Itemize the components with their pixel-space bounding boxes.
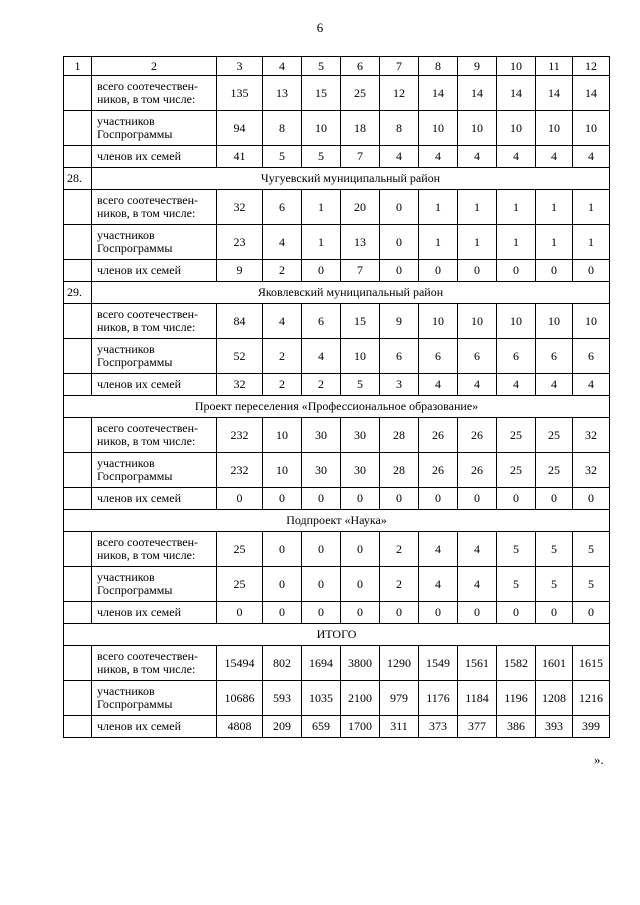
row-number-cell xyxy=(64,374,92,396)
value-cell: 1184 xyxy=(458,681,497,716)
value-cell: 1 xyxy=(497,190,536,225)
row-label: всего соотечествен-ников, в том числе: xyxy=(92,190,217,225)
value-cell: 4808 xyxy=(217,716,263,738)
row-label: членов их семей xyxy=(92,374,217,396)
value-cell: 4 xyxy=(497,374,536,396)
table-row xyxy=(64,260,610,282)
value-cell: 1 xyxy=(458,225,497,260)
value-cell: 5 xyxy=(573,567,610,602)
value-cell: 1 xyxy=(536,190,573,225)
value-cell: 0 xyxy=(380,260,419,282)
value-cell: 10 xyxy=(263,418,302,453)
column-header: 2 xyxy=(92,57,217,76)
value-cell: 5 xyxy=(497,567,536,602)
row-label: всего соотечествен-ников, в том числе: xyxy=(92,418,217,453)
value-cell: 32 xyxy=(217,374,263,396)
value-cell: 25 xyxy=(497,418,536,453)
row-label: всего соотечествен-ников, в том числе: xyxy=(92,304,217,339)
value-cell: 10 xyxy=(419,304,458,339)
value-cell: 0 xyxy=(263,602,302,624)
value-cell: 1561 xyxy=(458,646,497,681)
value-cell: 23 xyxy=(217,225,263,260)
value-cell: 1208 xyxy=(536,681,573,716)
value-cell: 10 xyxy=(573,304,610,339)
value-cell: 10 xyxy=(302,111,341,146)
value-cell: 28 xyxy=(380,418,419,453)
value-cell: 14 xyxy=(497,76,536,111)
value-cell: 1 xyxy=(302,225,341,260)
value-cell: 0 xyxy=(302,602,341,624)
value-cell: 18 xyxy=(341,111,380,146)
value-cell: 25 xyxy=(217,532,263,567)
value-cell: 10 xyxy=(458,304,497,339)
value-cell: 1582 xyxy=(497,646,536,681)
value-cell: 10 xyxy=(536,111,573,146)
value-cell: 20 xyxy=(341,190,380,225)
value-cell: 7 xyxy=(341,260,380,282)
table-row xyxy=(64,76,610,111)
column-header: 11 xyxy=(536,57,573,76)
value-cell: 0 xyxy=(341,488,380,510)
value-cell: 4 xyxy=(573,374,610,396)
section-number: 28. xyxy=(64,168,92,190)
value-cell: 41 xyxy=(217,146,263,168)
column-header: 6 xyxy=(341,57,380,76)
value-cell: 6 xyxy=(419,339,458,374)
value-cell: 1615 xyxy=(573,646,610,681)
value-cell: 2 xyxy=(263,260,302,282)
value-cell: 0 xyxy=(341,532,380,567)
value-cell: 2 xyxy=(302,374,341,396)
section-title: Проект переселения «Профессиональное образование» xyxy=(64,396,610,418)
table-row xyxy=(64,146,610,168)
row-label: членов их семей xyxy=(92,260,217,282)
table-row xyxy=(64,567,610,602)
value-cell: 3800 xyxy=(341,646,380,681)
row-label: всего соотечествен-ников, в том числе: xyxy=(92,646,217,681)
value-cell: 593 xyxy=(263,681,302,716)
table-row xyxy=(64,646,610,681)
value-cell: 25 xyxy=(497,453,536,488)
header-row xyxy=(64,57,610,76)
value-cell: 2 xyxy=(380,567,419,602)
value-cell: 6 xyxy=(458,339,497,374)
value-cell: 1700 xyxy=(341,716,380,738)
column-header: 7 xyxy=(380,57,419,76)
value-cell: 2 xyxy=(380,532,419,567)
section-title: ИТОГО xyxy=(64,624,610,646)
closing-mark: ». xyxy=(594,752,604,767)
value-cell: 10 xyxy=(458,111,497,146)
value-cell: 0 xyxy=(497,488,536,510)
value-cell: 1 xyxy=(419,225,458,260)
column-header: 4 xyxy=(263,57,302,76)
value-cell: 12 xyxy=(380,76,419,111)
column-header: 12 xyxy=(573,57,610,76)
value-cell: 9 xyxy=(217,260,263,282)
value-cell: 311 xyxy=(380,716,419,738)
value-cell: 5 xyxy=(536,532,573,567)
section-title: Чугуевский муниципальный район xyxy=(92,168,610,190)
value-cell: 135 xyxy=(217,76,263,111)
value-cell: 4 xyxy=(573,146,610,168)
page-number: 6 xyxy=(316,20,324,35)
row-label: участников Госпрограммы xyxy=(92,567,217,602)
column-header: 10 xyxy=(497,57,536,76)
value-cell: 0 xyxy=(217,602,263,624)
value-cell: 0 xyxy=(536,488,573,510)
value-cell: 32 xyxy=(217,190,263,225)
section-number: 29. xyxy=(64,282,92,304)
value-cell: 1 xyxy=(302,190,341,225)
value-cell: 0 xyxy=(341,602,380,624)
data-table xyxy=(63,56,610,738)
value-cell: 7 xyxy=(341,146,380,168)
row-number-cell xyxy=(64,602,92,624)
value-cell: 377 xyxy=(458,716,497,738)
value-cell: 15 xyxy=(341,304,380,339)
value-cell: 14 xyxy=(536,76,573,111)
row-number-cell xyxy=(64,646,92,681)
value-cell: 0 xyxy=(263,567,302,602)
value-cell: 84 xyxy=(217,304,263,339)
value-cell: 0 xyxy=(263,488,302,510)
value-cell: 30 xyxy=(341,418,380,453)
value-cell: 30 xyxy=(302,418,341,453)
value-cell: 2 xyxy=(263,374,302,396)
column-header: 9 xyxy=(458,57,497,76)
value-cell: 1 xyxy=(497,225,536,260)
value-cell: 5 xyxy=(263,146,302,168)
value-cell: 0 xyxy=(536,602,573,624)
value-cell: 10 xyxy=(497,111,536,146)
value-cell: 1216 xyxy=(573,681,610,716)
value-cell: 10 xyxy=(341,339,380,374)
value-cell: 659 xyxy=(302,716,341,738)
value-cell: 393 xyxy=(536,716,573,738)
row-number-cell xyxy=(64,453,92,488)
row-number-cell xyxy=(64,225,92,260)
value-cell: 0 xyxy=(536,260,573,282)
value-cell: 5 xyxy=(536,567,573,602)
table-row xyxy=(64,602,610,624)
value-cell: 14 xyxy=(573,76,610,111)
table-row xyxy=(64,374,610,396)
row-number-cell xyxy=(64,339,92,374)
value-cell: 52 xyxy=(217,339,263,374)
value-cell: 6 xyxy=(263,190,302,225)
value-cell: 0 xyxy=(419,260,458,282)
value-cell: 26 xyxy=(419,418,458,453)
value-cell: 4 xyxy=(458,374,497,396)
value-cell: 979 xyxy=(380,681,419,716)
value-cell: 802 xyxy=(263,646,302,681)
column-header: 3 xyxy=(217,57,263,76)
value-cell: 15494 xyxy=(217,646,263,681)
section-row xyxy=(64,510,610,532)
table-row xyxy=(64,488,610,510)
row-label: участников Госпрограммы xyxy=(92,225,217,260)
value-cell: 4 xyxy=(419,374,458,396)
row-label: всего соотечествен-ников, в том числе: xyxy=(92,532,217,567)
value-cell: 25 xyxy=(536,453,573,488)
value-cell: 1549 xyxy=(419,646,458,681)
value-cell: 32 xyxy=(573,453,610,488)
column-header: 1 xyxy=(64,57,92,76)
value-cell: 0 xyxy=(302,488,341,510)
section-row xyxy=(64,168,610,190)
value-cell: 4 xyxy=(380,146,419,168)
value-cell: 4 xyxy=(419,532,458,567)
row-label: участников Госпрограммы xyxy=(92,453,217,488)
value-cell: 4 xyxy=(302,339,341,374)
row-number-cell xyxy=(64,488,92,510)
value-cell: 0 xyxy=(497,260,536,282)
section-row xyxy=(64,624,610,646)
value-cell: 0 xyxy=(573,602,610,624)
value-cell: 10 xyxy=(536,304,573,339)
value-cell: 1694 xyxy=(302,646,341,681)
value-cell: 14 xyxy=(458,76,497,111)
row-number-cell xyxy=(64,681,92,716)
row-number-cell xyxy=(64,190,92,225)
value-cell: 15 xyxy=(302,76,341,111)
value-cell: 1290 xyxy=(380,646,419,681)
value-cell: 0 xyxy=(380,488,419,510)
row-label: членов их семей xyxy=(92,716,217,738)
value-cell: 5 xyxy=(573,532,610,567)
row-label: участников Госпрограммы xyxy=(92,339,217,374)
value-cell: 0 xyxy=(263,532,302,567)
value-cell: 26 xyxy=(458,453,497,488)
value-cell: 4 xyxy=(419,146,458,168)
value-cell: 8 xyxy=(263,111,302,146)
table-row xyxy=(64,453,610,488)
value-cell: 10 xyxy=(419,111,458,146)
table-row xyxy=(64,418,610,453)
value-cell: 373 xyxy=(419,716,458,738)
value-cell: 0 xyxy=(302,567,341,602)
row-label: всего соотечествен-ников, в том числе: xyxy=(92,76,217,111)
value-cell: 4 xyxy=(536,374,573,396)
table-row xyxy=(64,532,610,567)
value-cell: 10686 xyxy=(217,681,263,716)
value-cell: 4 xyxy=(497,146,536,168)
column-header: 5 xyxy=(302,57,341,76)
value-cell: 25 xyxy=(341,76,380,111)
row-number-cell xyxy=(64,260,92,282)
row-number-cell xyxy=(64,532,92,567)
value-cell: 13 xyxy=(341,225,380,260)
value-cell: 10 xyxy=(573,111,610,146)
row-number-cell xyxy=(64,716,92,738)
value-cell: 28 xyxy=(380,453,419,488)
value-cell: 0 xyxy=(573,260,610,282)
value-cell: 4 xyxy=(458,146,497,168)
value-cell: 4 xyxy=(458,532,497,567)
value-cell: 13 xyxy=(263,76,302,111)
value-cell: 0 xyxy=(302,260,341,282)
value-cell: 1601 xyxy=(536,646,573,681)
row-label: участников Госпрограммы xyxy=(92,111,217,146)
value-cell: 386 xyxy=(497,716,536,738)
value-cell: 4 xyxy=(419,567,458,602)
value-cell: 4 xyxy=(458,567,497,602)
value-cell: 14 xyxy=(419,76,458,111)
value-cell: 1 xyxy=(573,190,610,225)
value-cell: 25 xyxy=(217,567,263,602)
value-cell: 0 xyxy=(302,532,341,567)
row-number-cell xyxy=(64,418,92,453)
value-cell: 6 xyxy=(380,339,419,374)
value-cell: 0 xyxy=(217,488,263,510)
value-cell: 10 xyxy=(263,453,302,488)
row-label: членов их семей xyxy=(92,488,217,510)
row-label: участников Госпрограммы xyxy=(92,681,217,716)
value-cell: 94 xyxy=(217,111,263,146)
row-number-cell xyxy=(64,76,92,111)
value-cell: 5 xyxy=(302,146,341,168)
value-cell: 5 xyxy=(341,374,380,396)
value-cell: 0 xyxy=(458,260,497,282)
value-cell: 0 xyxy=(380,225,419,260)
value-cell: 3 xyxy=(380,374,419,396)
value-cell: 0 xyxy=(497,602,536,624)
value-cell: 1035 xyxy=(302,681,341,716)
value-cell: 1 xyxy=(536,225,573,260)
value-cell: 1 xyxy=(573,225,610,260)
value-cell: 0 xyxy=(380,190,419,225)
value-cell: 1176 xyxy=(419,681,458,716)
value-cell: 0 xyxy=(419,488,458,510)
table-row xyxy=(64,681,610,716)
value-cell: 30 xyxy=(341,453,380,488)
section-row xyxy=(64,282,610,304)
row-number-cell xyxy=(64,146,92,168)
value-cell: 8 xyxy=(380,111,419,146)
table-row xyxy=(64,190,610,225)
value-cell: 1 xyxy=(419,190,458,225)
table-row xyxy=(64,339,610,374)
row-number-cell xyxy=(64,111,92,146)
value-cell: 1196 xyxy=(497,681,536,716)
value-cell: 0 xyxy=(419,602,458,624)
column-header: 8 xyxy=(419,57,458,76)
value-cell: 232 xyxy=(217,453,263,488)
value-cell: 0 xyxy=(573,488,610,510)
value-cell: 5 xyxy=(497,532,536,567)
table-row xyxy=(64,304,610,339)
value-cell: 25 xyxy=(536,418,573,453)
value-cell: 399 xyxy=(573,716,610,738)
value-cell: 4 xyxy=(536,146,573,168)
table-row xyxy=(64,111,610,146)
table-row xyxy=(64,716,610,738)
value-cell: 1 xyxy=(458,190,497,225)
value-cell: 4 xyxy=(263,225,302,260)
value-cell: 2100 xyxy=(341,681,380,716)
value-cell: 10 xyxy=(497,304,536,339)
value-cell: 6 xyxy=(573,339,610,374)
value-cell: 0 xyxy=(341,567,380,602)
value-cell: 6 xyxy=(536,339,573,374)
value-cell: 0 xyxy=(458,602,497,624)
row-number-cell xyxy=(64,567,92,602)
value-cell: 9 xyxy=(380,304,419,339)
value-cell: 6 xyxy=(302,304,341,339)
row-label: членов их семей xyxy=(92,602,217,624)
value-cell: 0 xyxy=(458,488,497,510)
row-label: членов их семей xyxy=(92,146,217,168)
section-title: Яковлевский муниципальный район xyxy=(92,282,610,304)
value-cell: 232 xyxy=(217,418,263,453)
value-cell: 0 xyxy=(380,602,419,624)
section-row xyxy=(64,396,610,418)
row-number-cell xyxy=(64,304,92,339)
value-cell: 4 xyxy=(263,304,302,339)
value-cell: 32 xyxy=(573,418,610,453)
table-row xyxy=(64,225,610,260)
value-cell: 26 xyxy=(458,418,497,453)
section-title: Подпроект «Наука» xyxy=(64,510,610,532)
value-cell: 209 xyxy=(263,716,302,738)
value-cell: 26 xyxy=(419,453,458,488)
value-cell: 30 xyxy=(302,453,341,488)
value-cell: 2 xyxy=(263,339,302,374)
value-cell: 6 xyxy=(497,339,536,374)
